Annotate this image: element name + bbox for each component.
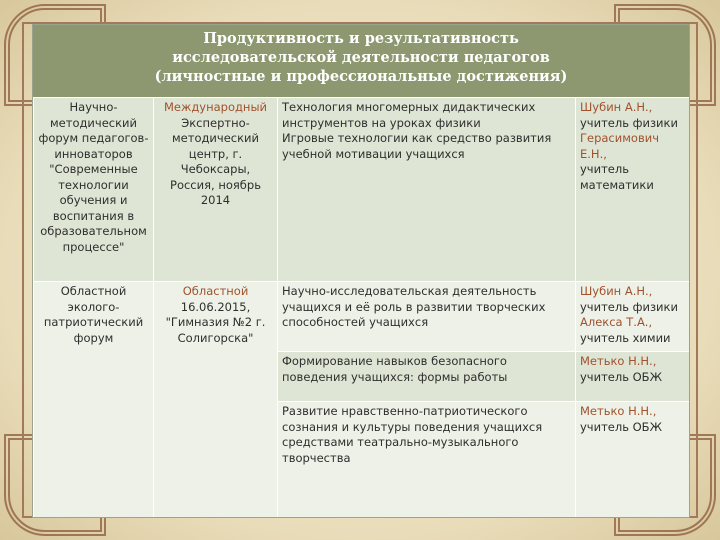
author-cell xyxy=(576,402,691,519)
level-cell xyxy=(154,98,278,282)
author-role: учитель физики xyxy=(580,299,678,314)
author-role: учитель химии xyxy=(580,330,671,345)
author-name: Шубин А.Н., xyxy=(580,284,653,298)
author-role: учитель физики xyxy=(580,115,678,130)
table-row xyxy=(34,282,691,352)
author-role: учитель математики xyxy=(580,162,654,192)
topic-item: Технология многомерных дидактических инструментов на уроках физики xyxy=(282,100,536,130)
author-cell xyxy=(576,98,691,282)
data-table xyxy=(33,97,690,518)
author-name: Алекса Т.А., xyxy=(580,315,653,329)
level-cell xyxy=(154,282,278,519)
forum-cell: Областной эколого-патриотический форум xyxy=(34,282,154,519)
title-line-3: (личностные и профессиональные достижения) xyxy=(154,68,568,85)
author-name: Шубин А.Н., xyxy=(580,100,653,114)
author-name: Герасимович Е.Н., xyxy=(580,131,659,161)
level-details: Экспертно-методический центр, г. Чебоксары, Россия, ноябрь 2014 xyxy=(170,115,261,207)
title-line-1: Продуктивность и результативность xyxy=(203,30,519,47)
level-label: Международный xyxy=(163,100,268,114)
table-row xyxy=(34,98,691,282)
author-cell xyxy=(576,282,691,352)
achievements-table xyxy=(32,24,690,518)
forum-cell: Научно-методический форум педагогов-инноваторов "Современные технологии обучения и воспитания в образовательном процессе" xyxy=(34,98,154,282)
topic-item: Формирование навыков безопасного поведения учащихся: формы работы xyxy=(278,352,576,402)
table-header xyxy=(33,25,689,97)
author-cell xyxy=(576,352,691,402)
author-role: учитель ОБЖ xyxy=(580,369,662,384)
topic-cell xyxy=(278,98,576,282)
topic-item: Развитие нравственно-патриотического сознания и культуры поведения учащихся средствами театрально-музыкального творчества xyxy=(278,402,576,519)
topic-item: Игровые технологии как средство развития учебной мотивации учащихся xyxy=(282,131,552,161)
author-name: Метько Н.Н., xyxy=(580,354,657,368)
level-details: 16.06.2015, "Гимназия №2 г. Солигорска" xyxy=(165,299,266,345)
topic-item: Научно-исследовательская деятельность учащихся и её роль в развитии творческих способностей учащихся xyxy=(278,282,576,352)
level-label: Областной xyxy=(182,284,249,298)
title-line-2: исследовательской деятельности педагогов xyxy=(172,49,550,66)
author-name: Метько Н.Н., xyxy=(580,404,657,418)
author-role: учитель ОБЖ xyxy=(580,419,662,434)
